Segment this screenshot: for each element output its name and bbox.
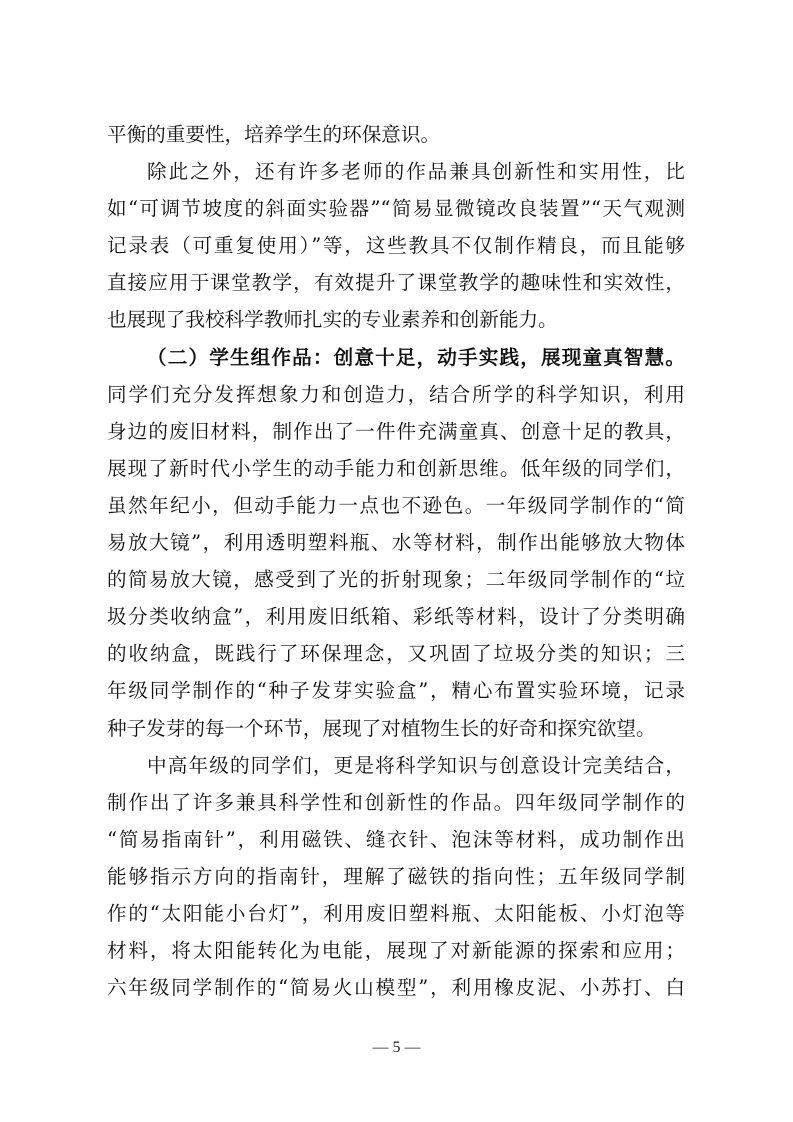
text-line: 直接应用于课堂教学，有效提升了课堂教学的趣味性和实效性， — [107, 271, 685, 295]
text-line: 记录表（可重复使用）”等，这些教具不仅制作精良，而且能够 — [107, 234, 685, 258]
text-line: 同学们充分发挥想象力和创造力，结合所学的科学知识，利用 — [107, 382, 685, 406]
text-line: 年级同学制作的“种子发芽实验盒”，精心布置实验环境，记录 — [107, 679, 685, 703]
text-line: 种子发芽的每一个环节，展现了对植物生长的好奇和探究欲望。 — [107, 716, 656, 740]
section-heading: （二）学生组作品：创意十足，动手实践，展现童真智慧。 — [147, 345, 685, 369]
text-line: 圾分类收纳盒”，利用废旧纸箱、彩纸等材料，设计了分类明确 — [107, 605, 685, 629]
text-line: 的收纳盒，既践行了环保理念，又巩固了垃圾分类的知识；三 — [107, 642, 685, 666]
text-line: 中高年级的同学们，更是将科学知识与创意设计完美结合， — [147, 753, 685, 777]
text-line: 展现了新时代小学生的动手能力和创新思维。低年级的同学们， — [107, 456, 685, 480]
text-line: 如“可调节坡度的斜面实验器”“简易显微镜改良装置”“天气观测 — [107, 197, 685, 221]
text-line: 制作出了许多兼具科学性和创新性的作品。四年级同学制作的 — [107, 790, 685, 814]
text-line: 的简易放大镜，感受到了光的折射现象；二年级同学制作的“垃 — [107, 568, 685, 592]
text-line: 作的“太阳能小台灯”，利用废旧塑料瓶、太阳能板、小灯泡等 — [107, 901, 685, 925]
text-line: 虽然年纪小，但动手能力一点也不逊色。一年级同学制作的“简 — [107, 493, 685, 517]
text-line: 平衡的重要性，培养学生的环保意识。 — [107, 123, 441, 146]
page-number: — 5 — — [372, 1039, 421, 1056]
text-line: 能够指示方向的指南针，理解了磁铁的指向性；五年级同学制 — [107, 864, 685, 888]
body-text — [107, 116, 685, 1006]
text-line: 六年级同学制作的“简易火山模型”，利用橡皮泥、小苏打、白 — [107, 976, 685, 1000]
text-line: 身边的废旧材料，制作出了一件件充满童真、创意十足的教具， — [107, 419, 685, 443]
text-line: 除此之外，还有许多老师的作品兼具创新性和实用性，比 — [147, 160, 685, 184]
text-line: 材料，将太阳能转化为电能，展现了对新能源的探索和应用； — [107, 939, 685, 963]
text-line: 也展现了我校科学教师扎实的专业素养和创新能力。 — [107, 308, 558, 332]
text-line: 易放大镜”，利用透明塑料瓶、水等材料，制作出能够放大物体 — [107, 531, 685, 555]
text-line: “简易指南针”，利用磁铁、缝衣针、泡沫等材料，成功制作出 — [107, 827, 685, 851]
